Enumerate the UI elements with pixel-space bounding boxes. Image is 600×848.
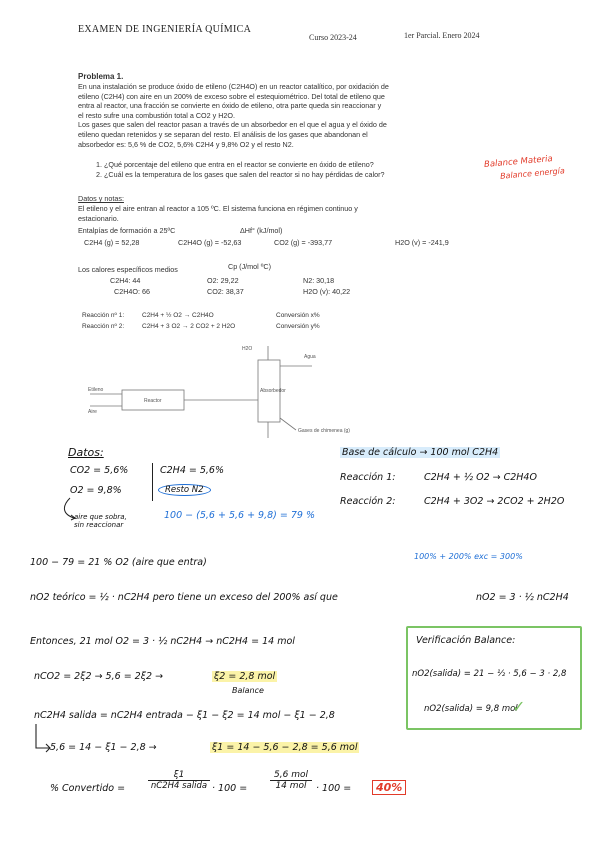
conv-result: 40% bbox=[372, 780, 406, 795]
o2-line: 100 − 79 = 21 % O2 (aire que entra) bbox=[30, 557, 207, 568]
xi1-result: ξ1 = 14 − 5,6 − 2,8 = 5,6 mol bbox=[212, 742, 358, 753]
reaction-1-label: Reacción nº 1: bbox=[82, 312, 125, 319]
formation-value: C2H4O (g) = -52,63 bbox=[178, 238, 242, 247]
problem-line: absorbedor es: 5,6 % de CO2, 5,6% C2H4 y 9,8% O2 y el resto N2. bbox=[78, 139, 294, 149]
reaction-2-eq: C2H4 + 3 O2 → 2 CO2 + 2 H2O bbox=[142, 323, 236, 330]
problem-line: el resto sufre una combustión total a CO2 y H2O. bbox=[78, 110, 236, 120]
dato-c2h4: C2H4 = 5,6% bbox=[160, 465, 224, 476]
label-agua: Agua bbox=[304, 354, 316, 360]
problem-line: En una instalación se produce óxido de etileno (C2H4O) en un reactor catalítico, por oxidación de bbox=[78, 82, 389, 91]
arrow-hook bbox=[32, 722, 54, 754]
cp-value: C2H4O: 66 bbox=[114, 287, 150, 296]
balance-arrow-label: Balance bbox=[232, 686, 264, 695]
question-2: 2. ¿Cuál es la temperatura de los gases que salen del reactor si no hay pérdidas de calor? bbox=[96, 169, 385, 179]
label-etileno: Etileno bbox=[88, 387, 104, 393]
conv-label: % Convertido = bbox=[50, 783, 126, 794]
problem-line: entra al reactor, una fracción se convierte en óxido de etileno, otra parte queda sin reaccionar y bbox=[78, 101, 382, 111]
nteo-result: nO2 = 3 · ½ nC2H4 bbox=[476, 592, 569, 603]
conv-mid: · 100 = bbox=[212, 783, 248, 794]
n2-calc: 100 − (5,6 + 5,6 + 9,8) = 79 % bbox=[164, 510, 316, 521]
conv-num-2: 5,6 mol bbox=[270, 770, 312, 781]
problem-line: Los gases que salen del reactor pasan a través de un absorbedor en el que el agua y el óxido de bbox=[78, 120, 387, 130]
verif-title: Verificación Balance: bbox=[416, 635, 516, 646]
dato-o2: O2 = 9,8% bbox=[70, 485, 122, 496]
cp-value: H2O (v): 40,22 bbox=[303, 287, 351, 296]
dato-resto-n2: Resto N2 bbox=[158, 484, 211, 496]
problem-paragraph bbox=[78, 82, 389, 149]
conv-den: nC2H4 salida bbox=[150, 781, 208, 791]
conv-num: ξ1 bbox=[148, 770, 210, 781]
conv-frac-1 bbox=[148, 770, 210, 791]
label-aire: Aire bbox=[88, 409, 97, 415]
reaccion-1-eq: C2H4 + ½ O2 → C2H4O bbox=[424, 472, 537, 483]
conv-den-2: 14 mol bbox=[275, 781, 307, 791]
formation-units: ΔHf° (kJ/mol) bbox=[240, 226, 283, 235]
datos-heading: Datos: bbox=[68, 446, 104, 459]
cp-units: Cp (J/mol ºC) bbox=[228, 262, 271, 271]
data-notes bbox=[78, 204, 358, 223]
reaccion-2-label: Reacción 2: bbox=[340, 496, 396, 507]
problem-line: etileno quedan retenidos y se separan del resto. El análisis de los gases que abandonan el bbox=[78, 129, 368, 139]
reaccion-1-label: Reacción 1: bbox=[340, 472, 396, 483]
verif-line-1: nO2(salida) = 21 − ½ · 5,6 − 3 · 2,8 bbox=[412, 669, 567, 679]
dato-co2: CO2 = 5,6% bbox=[70, 465, 129, 476]
cp-value: O2: 29,22 bbox=[207, 276, 239, 285]
problem-heading: Problema 1. bbox=[78, 72, 124, 81]
base-calculo: Base de cálculo → 100 mol C2H4 bbox=[342, 447, 499, 458]
conv-end: · 100 = bbox=[316, 783, 352, 794]
exceso-note: 100% + 200% exc = 300% bbox=[414, 552, 523, 561]
formation-value: CO2 (g) = -393,77 bbox=[274, 238, 333, 247]
cp-value: CO2: 38,37 bbox=[207, 287, 244, 296]
nteo-line: nO2 teórico = ½ · nC2H4 pero tiene un exceso del 200% así que bbox=[30, 592, 338, 603]
nco2-line: nCO2 = 2ξ2 → 5,6 = 2ξ2 → bbox=[34, 671, 164, 682]
arrow-curve bbox=[60, 496, 80, 524]
process-diagram bbox=[82, 342, 382, 442]
partial-label: 1er Parcial. Enero 2024 bbox=[404, 31, 480, 40]
cp-value: N2: 30,18 bbox=[303, 276, 335, 285]
verif-line-2: nO2(salida) = 9,8 mol bbox=[424, 704, 518, 714]
datos-divider bbox=[152, 463, 153, 501]
problem-line: etileno (C2H4) con aire en un 200% de exceso sobre el estequiométrico. Del total de etileno que bbox=[78, 91, 385, 101]
formation-value: C2H4 (g) = 52,28 bbox=[84, 238, 140, 247]
aire-note-line: aire que sobra, bbox=[74, 513, 127, 521]
xi1-line: 5,6 = 14 − ξ1 − 2,8 → bbox=[50, 742, 157, 753]
data-heading: Datos y notas: bbox=[78, 194, 124, 203]
reaction-2-conv: Conversión y% bbox=[276, 323, 320, 330]
label-absorbedor: Absorbedor bbox=[260, 388, 286, 394]
questions-list bbox=[96, 160, 384, 179]
data-line: estacionario. bbox=[78, 213, 119, 223]
formation-value: H2O (v) = -241,9 bbox=[395, 238, 449, 247]
cp-label: Los calores específicos medios bbox=[78, 265, 178, 274]
course-label: Curso 2023-24 bbox=[309, 33, 357, 42]
reaction-1-eq: C2H4 + ½ O2 → C2H4O bbox=[142, 312, 214, 319]
cp-value: C2H4: 44 bbox=[110, 276, 141, 285]
aire-note-line: sin reaccionar bbox=[74, 521, 124, 529]
label-h2o: H2O bbox=[242, 346, 253, 352]
exam-title: EXAMEN DE INGENIERÍA QUÍMICA bbox=[78, 24, 252, 35]
entonces-line: Entonces, 21 mol O2 = 3 · ½ nC2H4 → nC2H4 = 14 mol bbox=[30, 636, 295, 647]
question-1: 1. ¿Qué porcentaje del etileno que entra en el reactor se convierte en óxido de etileno? bbox=[96, 160, 374, 169]
data-line: El etileno y el aire entran al reactor a 105 ºC. El sistema funciona en régimen continuo y bbox=[78, 204, 358, 213]
conv-frac-2 bbox=[270, 770, 312, 791]
label-reactor: Reactor bbox=[144, 398, 162, 404]
annotation-balance-materia: Balance Materia bbox=[483, 154, 554, 170]
reaccion-2-eq: C2H4 + 3O2 → 2CO2 + 2H2O bbox=[424, 496, 565, 507]
check-icon: ✓ bbox=[512, 697, 526, 716]
reaction-2-label: Reacción nº 2: bbox=[82, 323, 125, 330]
reaction-1-conv: Conversión x% bbox=[276, 312, 320, 319]
salida-line: nC2H4 salida = nC2H4 entrada − ξ1 − ξ2 = 14 mol − ξ1 − 2,8 bbox=[34, 710, 335, 721]
xi2-result: ξ2 = 2,8 mol bbox=[214, 671, 276, 682]
label-gases: Gases de chimenea (g) bbox=[298, 428, 350, 434]
annotation-balance-energia: Balance energía bbox=[499, 166, 566, 181]
aire-note bbox=[74, 513, 127, 529]
formation-label: Entalpías de formación a 25ºC bbox=[78, 226, 176, 235]
